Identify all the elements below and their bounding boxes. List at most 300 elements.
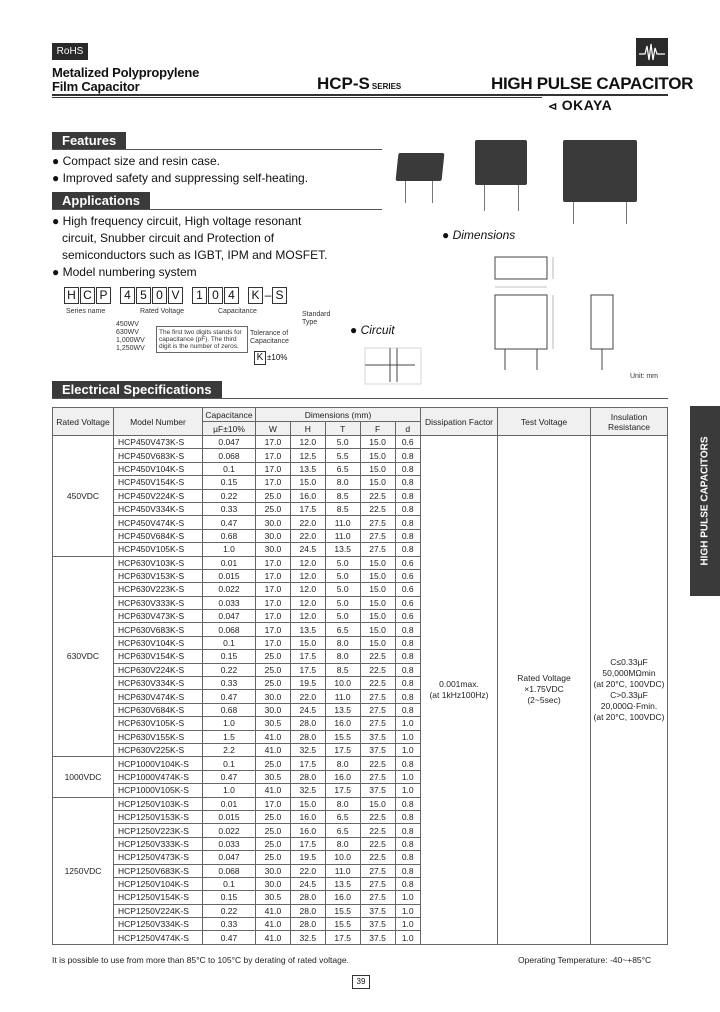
value-cell: 17.5 <box>325 931 360 944</box>
code-char: 5 <box>136 287 151 304</box>
electrical-heading-wrap <box>52 381 222 398</box>
model-cell: HCP1250V224K-S <box>114 904 203 917</box>
value-cell: 0.01 <box>203 556 256 569</box>
col-dissipation: Dissipation Factor <box>421 408 498 436</box>
features-heading: Features <box>52 132 126 149</box>
header-rule-thin <box>52 97 542 98</box>
value-cell: 17.0 <box>256 636 291 649</box>
model-cell: HCP1250V474K-S <box>114 931 203 944</box>
lead <box>484 185 485 211</box>
value-cell: 0.33 <box>203 918 256 931</box>
features-rule <box>52 149 382 150</box>
value-cell: 41.0 <box>256 743 291 756</box>
model-cell: HCP1250V153K-S <box>114 810 203 823</box>
model-cell: HCP1250V334K-S <box>114 918 203 931</box>
value-cell: 0.033 <box>203 596 256 609</box>
value-cell: 22.5 <box>360 824 395 837</box>
col-f: F <box>360 422 395 436</box>
value-cell: 27.5 <box>360 891 395 904</box>
value-cell: 1.0 <box>395 770 421 783</box>
value-cell: 12.0 <box>290 596 325 609</box>
value-cell: 1.0 <box>395 891 421 904</box>
applications-text: ● High frequency circuit, High voltage resonant circuit, Snubber circuit and Protection of semiconductors such as IGBT, IPM and MOSFET. ● Model numbering system <box>52 214 328 279</box>
value-cell: 16.0 <box>290 489 325 502</box>
value-cell: 22.5 <box>360 851 395 864</box>
value-cell: 17.0 <box>256 623 291 636</box>
insulation-cell <box>591 436 668 945</box>
value-cell: 17.0 <box>256 449 291 462</box>
code-char: 0 <box>152 287 167 304</box>
value-cell: 17.5 <box>290 757 325 770</box>
value-cell: 30.0 <box>256 529 291 542</box>
applications-heading: Applications <box>52 192 150 209</box>
value-cell: 28.0 <box>290 770 325 783</box>
value-cell: 8.0 <box>325 636 360 649</box>
value-cell: 30.0 <box>256 516 291 529</box>
value-cell: 1.0 <box>395 904 421 917</box>
value-cell: 32.5 <box>290 931 325 944</box>
side-tab <box>690 406 720 596</box>
value-cell: 2.2 <box>203 743 256 756</box>
value-cell: 13.5 <box>290 623 325 636</box>
model-cell: HCP630V683K-S <box>114 623 203 636</box>
value-cell: 8.5 <box>325 663 360 676</box>
value-cell: 0.068 <box>203 864 256 877</box>
value-cell: 12.0 <box>290 610 325 623</box>
insulation-cell-line: C≤0.33µF <box>610 656 648 667</box>
value-cell: 13.5 <box>290 462 325 475</box>
value-cell: 0.8 <box>395 529 421 542</box>
value-cell: 22.5 <box>360 837 395 850</box>
lead <box>626 202 627 224</box>
value-cell: 0.1 <box>203 757 256 770</box>
model-cell: HCP1000V104K-S <box>114 757 203 770</box>
code-char: 1 <box>192 287 207 304</box>
col-dimensions: Dimensions (mm) <box>256 408 421 422</box>
value-cell: 6.5 <box>325 810 360 823</box>
value-cell: 25.0 <box>256 851 291 864</box>
value-cell: 0.1 <box>203 636 256 649</box>
value-cell: 0.6 <box>395 436 421 449</box>
value-cell: 17.5 <box>325 784 360 797</box>
electrical-heading: Electrical Specifications <box>52 381 222 398</box>
code-char: K <box>248 287 263 304</box>
label-standard-type: Standard Type <box>302 311 331 326</box>
model-cell: HCP630V104K-S <box>114 636 203 649</box>
value-cell: 30.5 <box>256 770 291 783</box>
value-cell: 25.0 <box>256 489 291 502</box>
insulation-cell-line: 20,000Ω·Fmin. <box>600 700 658 711</box>
dimension-drawing <box>355 245 675 385</box>
value-cell: 15.0 <box>360 556 395 569</box>
value-cell: 41.0 <box>256 931 291 944</box>
code-char: 4 <box>120 287 135 304</box>
value-cell: 28.0 <box>290 891 325 904</box>
value-cell: 17.5 <box>290 650 325 663</box>
value-cell: 0.8 <box>395 703 421 716</box>
value-cell: 37.5 <box>360 918 395 931</box>
value-cell: 15.0 <box>360 636 395 649</box>
value-cell: 0.6 <box>395 610 421 623</box>
value-cell: 0.8 <box>395 650 421 663</box>
value-cell: 0.8 <box>395 636 421 649</box>
model-cell: HCP1250V333K-S <box>114 837 203 850</box>
model-cell: HCP450V154K-S <box>114 476 203 489</box>
pulse-logo-icon <box>636 38 668 66</box>
value-cell: 16.0 <box>325 770 360 783</box>
model-cell: HCP630V684K-S <box>114 703 203 716</box>
value-cell: 15.0 <box>290 797 325 810</box>
value-cell: 25.0 <box>256 650 291 663</box>
value-cell: 22.0 <box>290 864 325 877</box>
value-cell: 0.047 <box>203 851 256 864</box>
brand-name: OKAYA <box>561 97 613 113</box>
value-cell: 0.022 <box>203 583 256 596</box>
value-cell: 0.8 <box>395 462 421 475</box>
model-code: H C P 4 5 0 V 1 0 4 K – S <box>64 286 288 304</box>
value-cell: 22.5 <box>360 650 395 663</box>
value-cell: 27.5 <box>360 703 395 716</box>
value-cell: 27.5 <box>360 690 395 703</box>
code-char: 0 <box>208 287 223 304</box>
rated-voltage-cell: 1000VDC <box>53 757 114 797</box>
value-cell: 41.0 <box>256 784 291 797</box>
value-cell: 28.0 <box>290 730 325 743</box>
value-cell: 0.68 <box>203 529 256 542</box>
value-cell: 0.8 <box>395 877 421 890</box>
value-cell: 8.0 <box>325 757 360 770</box>
model-cell: HCP1250V683K-S <box>114 864 203 877</box>
value-cell: 0.8 <box>395 837 421 850</box>
value-cell: 15.0 <box>360 583 395 596</box>
value-cell: 15.0 <box>360 797 395 810</box>
capacitance-note: The first two digits stands for capacitance (pF). The third digit is the number of zeros. <box>156 326 248 353</box>
value-cell: 22.0 <box>290 516 325 529</box>
value-cell: 5.5 <box>325 449 360 462</box>
value-cell: 12.0 <box>290 583 325 596</box>
value-cell: 37.5 <box>360 904 395 917</box>
model-cell: HCP450V473K-S <box>114 436 203 449</box>
value-cell: 22.0 <box>290 690 325 703</box>
capacitor-photo-medium <box>475 140 527 185</box>
value-cell: 28.0 <box>290 904 325 917</box>
insulation-cell-line: (at 20°C, 100VDC) <box>593 711 665 722</box>
value-cell: 0.8 <box>395 810 421 823</box>
title-line-2: Film Capacitor <box>52 79 140 94</box>
model-cell: HCP630V153K-S <box>114 569 203 582</box>
value-cell: 1.0 <box>395 931 421 944</box>
value-cell: 0.8 <box>395 489 421 502</box>
col-h: H <box>290 422 325 436</box>
unit-label: Unit: mm <box>630 373 658 380</box>
value-cell: 0.22 <box>203 663 256 676</box>
model-cell: HCP450V104K-S <box>114 462 203 475</box>
value-cell: 0.8 <box>395 449 421 462</box>
model-cell: HCP630V225K-S <box>114 743 203 756</box>
code-char: 4 <box>224 287 239 304</box>
value-cell: 17.0 <box>256 610 291 623</box>
value-cell: 30.0 <box>256 864 291 877</box>
col-cap-unit: µF±10% <box>203 422 256 436</box>
value-cell: 0.8 <box>395 502 421 515</box>
value-cell: 0.33 <box>203 677 256 690</box>
value-cell: 0.8 <box>395 663 421 676</box>
value-cell: 0.47 <box>203 516 256 529</box>
value-cell: 5.0 <box>325 610 360 623</box>
rohs-badge: RoHS <box>52 43 88 60</box>
value-cell: 25.0 <box>256 810 291 823</box>
col-w: W <box>256 422 291 436</box>
series-name <box>317 74 401 94</box>
value-cell: 37.5 <box>360 784 395 797</box>
value-cell: 0.15 <box>203 891 256 904</box>
value-cell: 37.5 <box>360 743 395 756</box>
value-cell: 6.5 <box>325 824 360 837</box>
value-cell: 17.0 <box>256 436 291 449</box>
value-cell: 0.047 <box>203 436 256 449</box>
value-cell: 27.5 <box>360 877 395 890</box>
value-cell: 32.5 <box>290 743 325 756</box>
value-cell: 15.0 <box>360 596 395 609</box>
value-cell: 27.5 <box>360 543 395 556</box>
value-cell: 0.15 <box>203 650 256 663</box>
applications-heading-wrap <box>52 192 150 209</box>
dissipation-cell-line: 0.001max. <box>439 678 479 689</box>
value-cell: 15.0 <box>360 449 395 462</box>
value-cell: 0.15 <box>203 476 256 489</box>
value-cell: 17.0 <box>256 797 291 810</box>
operating-temperature: Operating Temperature: -40~+85°C <box>518 955 652 965</box>
value-cell: 27.5 <box>360 770 395 783</box>
value-cell: 0.6 <box>395 556 421 569</box>
value-cell: 12.5 <box>290 449 325 462</box>
value-cell: 1.0 <box>395 730 421 743</box>
insulation-cell-line: C>0.33µF <box>610 689 648 700</box>
value-cell: 1.5 <box>203 730 256 743</box>
col-t: T <box>325 422 360 436</box>
dissipation-cell <box>421 436 498 945</box>
value-cell: 22.5 <box>360 757 395 770</box>
model-cell: HCP630V154K-S <box>114 650 203 663</box>
model-cell: HCP630V155K-S <box>114 730 203 743</box>
value-cell: 1.0 <box>395 918 421 931</box>
model-cell: HCP630V105K-S <box>114 717 203 730</box>
page-number: 39 <box>352 975 370 989</box>
value-cell: 11.0 <box>325 864 360 877</box>
applications-rule <box>52 209 382 210</box>
value-cell: 10.0 <box>325 677 360 690</box>
value-cell: 0.8 <box>395 476 421 489</box>
code-char: P <box>96 287 111 304</box>
value-cell: 17.5 <box>290 837 325 850</box>
value-cell: 1.0 <box>395 743 421 756</box>
model-cell: HCP630V474K-S <box>114 690 203 703</box>
code-char: H <box>64 287 79 304</box>
rated-voltage-cell: 450VDC <box>53 436 114 557</box>
value-cell: 27.5 <box>360 864 395 877</box>
model-cell: HCP1000V474K-S <box>114 770 203 783</box>
value-cell: 0.8 <box>395 864 421 877</box>
col-d: d <box>395 422 421 436</box>
value-cell: 5.0 <box>325 436 360 449</box>
value-cell: 5.0 <box>325 569 360 582</box>
value-cell: 1.0 <box>395 717 421 730</box>
value-cell: 1.0 <box>203 784 256 797</box>
value-cell: 30.0 <box>256 690 291 703</box>
value-cell: 8.0 <box>325 650 360 663</box>
rated-voltage-cell: 630VDC <box>53 556 114 757</box>
electrical-rule <box>52 398 668 399</box>
value-cell: 22.0 <box>290 529 325 542</box>
model-cell: HCP450V474K-S <box>114 516 203 529</box>
value-cell: 12.0 <box>290 556 325 569</box>
value-cell: 0.015 <box>203 810 256 823</box>
code-char: C <box>80 287 95 304</box>
insulation-cell-line: 50,000MΩmin <box>602 667 656 678</box>
value-cell: 0.47 <box>203 931 256 944</box>
dimensions-label: ● Dimensions <box>442 228 516 242</box>
value-cell: 17.5 <box>290 663 325 676</box>
value-cell: 0.8 <box>395 516 421 529</box>
value-cell: 22.5 <box>360 502 395 515</box>
col-rated-voltage: Rated Voltage <box>53 408 114 436</box>
model-cell: HCP630V224K-S <box>114 663 203 676</box>
model-cell: HCP630V333K-S <box>114 596 203 609</box>
test-voltage-cell-line: Rated Voltage <box>517 673 571 684</box>
model-cell: HCP450V683K-S <box>114 449 203 462</box>
value-cell: 13.5 <box>325 877 360 890</box>
code-char: S <box>272 287 287 304</box>
value-cell: 1.0 <box>395 784 421 797</box>
value-cell: 0.01 <box>203 797 256 810</box>
series-suffix: SERIES <box>371 82 402 91</box>
value-cell: 17.5 <box>290 502 325 515</box>
test-voltage-cell <box>498 436 591 945</box>
value-cell: 0.015 <box>203 569 256 582</box>
series-label: HCP-S <box>317 74 370 93</box>
value-cell: 15.0 <box>360 610 395 623</box>
test-voltage-cell-line: (2~5sec) <box>527 695 561 706</box>
value-cell: 8.5 <box>325 489 360 502</box>
value-cell: 8.0 <box>325 476 360 489</box>
model-cell: HCP450V334K-S <box>114 502 203 515</box>
lead <box>518 185 519 211</box>
voltage-options: 450WV 630WV 1,000WV 1,250WV <box>116 321 145 352</box>
value-cell: 22.5 <box>360 489 395 502</box>
value-cell: 11.0 <box>325 516 360 529</box>
value-cell: 13.5 <box>325 703 360 716</box>
okaya-mark-icon: ⊲ <box>548 101 558 113</box>
value-cell: 17.0 <box>256 462 291 475</box>
value-cell: 16.0 <box>325 717 360 730</box>
value-cell: 0.22 <box>203 489 256 502</box>
value-cell: 25.0 <box>256 757 291 770</box>
value-cell: 11.0 <box>325 529 360 542</box>
test-voltage-cell-line: ×1.75VDC <box>524 684 564 695</box>
value-cell: 11.0 <box>325 690 360 703</box>
value-cell: 0.8 <box>395 797 421 810</box>
value-cell: 8.5 <box>325 502 360 515</box>
circuit-label: ● Circuit <box>350 323 395 337</box>
value-cell: 0.6 <box>395 569 421 582</box>
value-cell: 5.0 <box>325 596 360 609</box>
label-rated-voltage: Rated Voltage <box>140 308 184 315</box>
model-cell: HCP1250V104K-S <box>114 877 203 890</box>
col-model: Model Number <box>114 408 203 436</box>
value-cell: 37.5 <box>360 931 395 944</box>
value-cell: 17.0 <box>256 556 291 569</box>
value-cell: 12.0 <box>290 436 325 449</box>
value-cell: 0.8 <box>395 543 421 556</box>
value-cell: 0.47 <box>203 690 256 703</box>
label-tolerance: Tolerance of Capacitance <box>250 330 289 345</box>
derating-note: It is possible to use from more than 85°C to 105°C by derating of rated voltage. <box>52 955 349 965</box>
value-cell: 6.5 <box>325 462 360 475</box>
value-cell: 28.0 <box>290 918 325 931</box>
value-cell: 0.6 <box>395 596 421 609</box>
value-cell: 0.022 <box>203 824 256 837</box>
value-cell: 0.8 <box>395 677 421 690</box>
feature-item: ● Compact size and resin case. <box>52 154 220 168</box>
value-cell: 15.0 <box>360 462 395 475</box>
value-cell: 17.0 <box>256 583 291 596</box>
value-cell: 17.0 <box>256 569 291 582</box>
value-cell: 19.5 <box>290 677 325 690</box>
value-cell: 27.5 <box>360 717 395 730</box>
model-cell: HCP1250V103K-S <box>114 797 203 810</box>
value-cell: 22.5 <box>360 677 395 690</box>
value-cell: 8.0 <box>325 797 360 810</box>
value-cell: 30.5 <box>256 891 291 904</box>
lead <box>573 202 574 224</box>
value-cell: 5.0 <box>325 556 360 569</box>
value-cell: 5.0 <box>325 583 360 596</box>
value-cell: 13.5 <box>325 543 360 556</box>
model-cell: HCP630V223K-S <box>114 583 203 596</box>
value-cell: 0.068 <box>203 623 256 636</box>
col-capacitance: Capacitance <box>203 408 256 422</box>
value-cell: 16.0 <box>290 824 325 837</box>
value-cell: 8.0 <box>325 837 360 850</box>
value-cell: 0.47 <box>203 770 256 783</box>
value-cell: 28.0 <box>290 717 325 730</box>
lead <box>432 181 433 203</box>
value-cell: 1.0 <box>203 717 256 730</box>
value-cell: 0.68 <box>203 703 256 716</box>
product-type-title <box>52 66 199 94</box>
model-cell: HCP630V103K-S <box>114 556 203 569</box>
value-cell: 17.0 <box>256 476 291 489</box>
value-cell: 30.5 <box>256 717 291 730</box>
value-cell: 0.33 <box>203 502 256 515</box>
model-cell: HCP630V473K-S <box>114 610 203 623</box>
value-cell: 15.0 <box>360 436 395 449</box>
value-cell: 24.5 <box>290 543 325 556</box>
value-cell: 30.0 <box>256 543 291 556</box>
value-cell: 30.0 <box>256 877 291 890</box>
model-cell: HCP450V684K-S <box>114 529 203 542</box>
value-cell: 25.0 <box>256 677 291 690</box>
value-cell: 17.5 <box>325 743 360 756</box>
value-cell: 25.0 <box>256 837 291 850</box>
model-cell: HCP450V224K-S <box>114 489 203 502</box>
value-cell: 15.5 <box>325 730 360 743</box>
value-cell: 30.0 <box>256 703 291 716</box>
brand-logo <box>548 97 612 113</box>
rated-voltage-cell: 1250VDC <box>53 797 114 944</box>
value-cell: 6.5 <box>325 623 360 636</box>
value-cell: 41.0 <box>256 730 291 743</box>
